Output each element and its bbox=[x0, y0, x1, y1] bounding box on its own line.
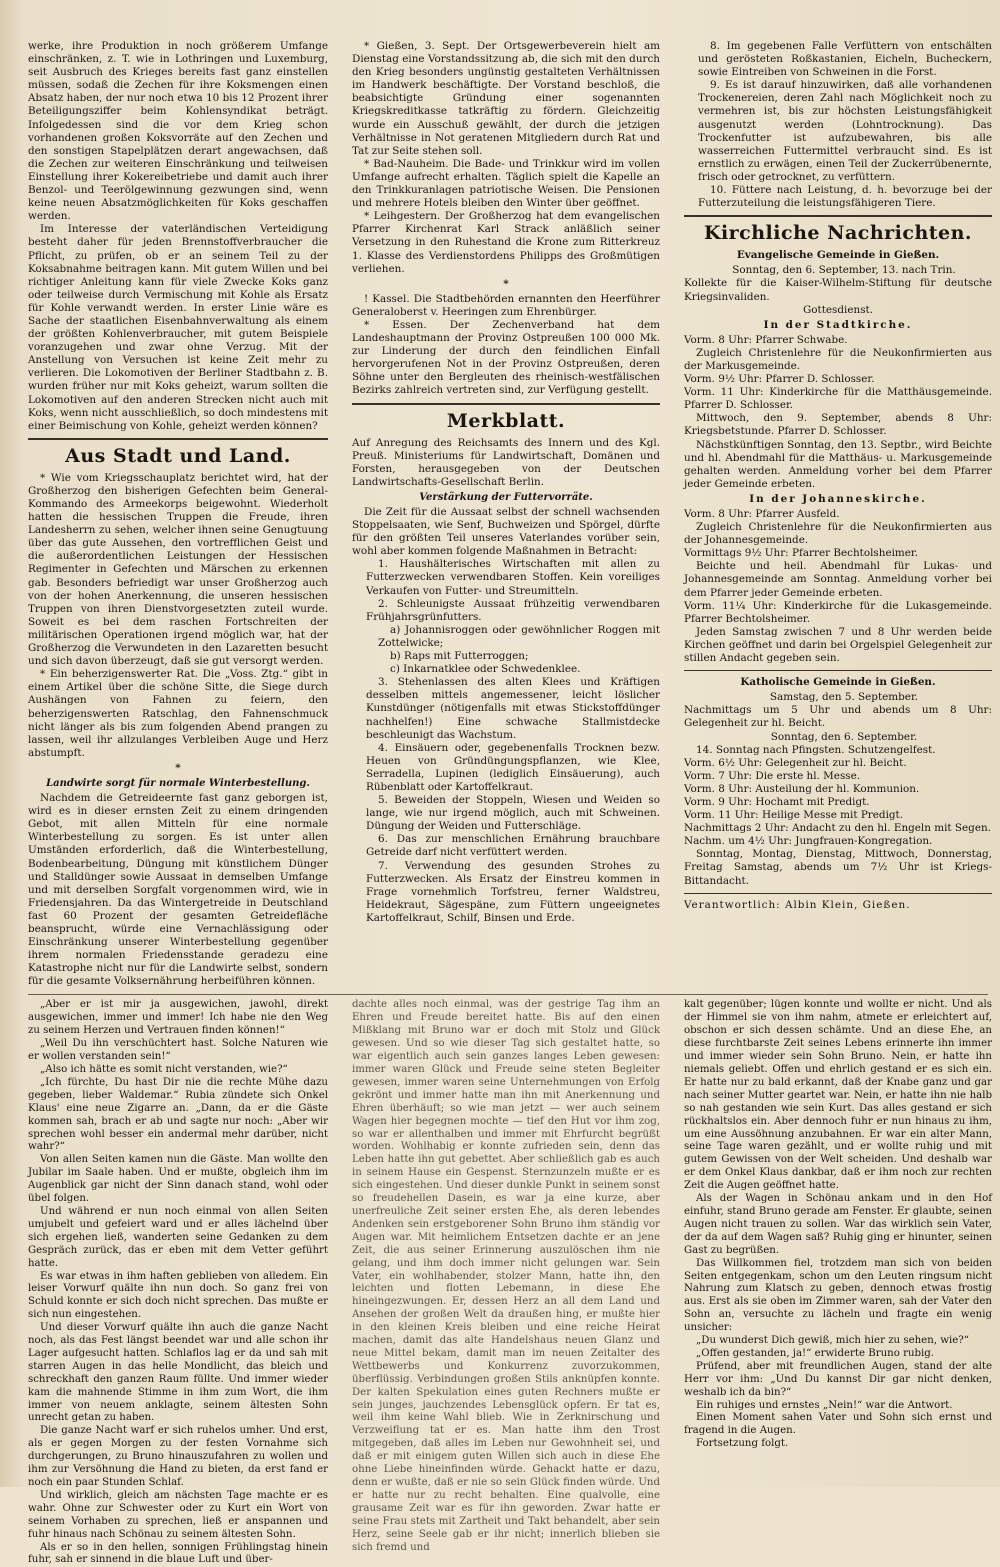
list-item: 6. Das zur menschlichen Ernährung brauchbare Getreide darf nicht verfüttert werden. bbox=[366, 833, 660, 859]
list-subitem: c) Inkarnatklee oder Schwedenklee. bbox=[390, 663, 581, 676]
winter-article-paragraph: Nachdem die Getreideernte fast ganz geborgen ist, wird es in dieser ernsten Zeit zu einem dringenden Gebot, mit allen Mitteln für eine normale Winterbestellung zu sorgen. Es ist unter allen Umständen erforderlich, daß die Winterbestellung, Bodenbearbeitung, Düngung mit künstlichem Dünger und Stalldünger sowie Aussaat in demselben Umfange und mit derselben Sorgfalt vorgenommen wird, wie in Friedensjahren. Da das Wintergetreide in Deutschland fast 60 Prozent der gesamten Getreidefläche beansprucht, würde eine Vernachlässigung oder Einschränkung unserer Winterbestellung gegenüber ihrem normalen Friedensstande geradezu eine Katastrophe nicht nur für die Landwirte selbst, sondern für die gesamte Volksernährung herbeiführen können. bbox=[28, 792, 328, 988]
service-line: Nachm. um 4½ Uhr: Jungfrauen-Kongregation. bbox=[684, 835, 933, 848]
story-paragraph: Und während er nun noch einmal von allen Seiten umjubelt und gefeiert ward und er alles lächelnd über sich ergehen ließ, wanderten seine Gedanken zu dem Gespräch zurück, das er eben mit dem Vetter geführt hatte. bbox=[28, 1205, 328, 1269]
section-heading-kirchliche: Kirchliche Nachrichten. bbox=[703, 222, 973, 245]
service-line: Nachmittags um 5 Uhr und abends um 8 Uhr: Gelegenheit zur hl. Beicht. bbox=[684, 704, 992, 730]
story-continued: Fortsetzung folgt. bbox=[696, 1438, 789, 1450]
story-paragraph: „Aber er ist mir ja ausgewichen, jawohl, direkt ausgewichen, immer und immer! Ich habe nie den Weg zu seinem Herzen und Vertrauen finden können!“ bbox=[28, 999, 328, 1037]
list-item: 7. Verwendung des gesunden Strohes zu Futterzwecken. Als Ersatz der Einstreu kommen in Frage vornehmlich Torfstreu, ferner Waldstreu, Heidekraut, Sägespäne, zum Füttern ungeeignetes Kartoffelkraut, Schilf, Binsen und Erde. bbox=[366, 859, 660, 924]
story-paragraph: dachte alles noch einmal, was der gestrige Tag ihm an Ehren und Freude bereitet hatte. Bis auf den einen Mißklang mit Bruno war er doch mit Stolz und Glück gewesen. Und so wie dieser Tag sich gestaltet hatte, so war eigentlich auch sein ganzes langes Leben gewesen: immer waren Glück und Freude seine steten Begleiter gewesen, immer waren seine Unternehmungen von Erfolg gekrönt und immer hatte man ihn mit Anerkennung und Ehren überhäuft; so wie man jetzt — wer auch seinem Wagen hier begegnen mochte — tief den Hut vor ihm zog, so war er allenthalben und immer mit Ehrfurcht begrüßt worden. Wohlhabig er konnte zufrieden sein, denn das Leben hatte ihn gut gebettet. Aber schließlich gab es auch in seinem Hause ein Gespenst. Sternzunzeln mußte er es sich eingestehen. Und dieser dunkle Punkt in seinem sonst so freudehellen Dasein, es war ja eine kurze, aber unerfreuliche Zeit seiner ersten Ehe, als deren lebendes Andenken sein erstgeborener Sohn Bruno ihm ständig vor Augen war. Mit heimlichem Entsetzen dachte er an jene Zeit, die aus seiner Erinnerung auszulöschen ihm nie gelang, und ihm doch immer nicht gelungen war. Sein Vater, ein wohlhabender, stolzer Mann, hatte ihn, den leichten und flotten Lebemann, in diese Ehe hineingezwungen. Er, dessen Herz an all dem Land und Ansehen der großen Welt da draußen hing, er mußte hier in den kleinen Kreis bleiben und eine reiche Heirat machen, damit das alte Handelshaus neuen Glanz und neue Mittel bekam, damit man im neuen Zeitalter des Wettbewerbs und Konkurrenz zuvorzukommen, überflüssig. Verbindungen großen Stils anknüpfen konnte. Der kalten Spekulation eines guten Rechners mußte er sein junges, jauchzendes Lebensglück opfern. Er tat es, weil ihm keine Wahl blieb. Wie in Zerknirschung und Verzweiflung tat er es. Man hatte ihm den Trost mitgegeben, daß alles im Leben nur Gewohnheit sei, und daß er mit einigem guten Willen sich auch in diese Ehe ohne Liebe hineinfinden würde. Gehackt hatte er dazu, denn er wußte, daß er nie so sein Glück finden würde. Und er hatte nur zu recht behalten. Eine qualvolle, eine grausame Zeit war es für ihn geworden. Zwar hatte er seine Frau stets mit Zartheit und Takt behandelt, aber sein Herz, seine Seele gab er ihr nicht; innerlich blieben sie sich fremd und bbox=[352, 999, 660, 1553]
service-line: Vorm. 11 Uhr: Heilige Messe mit Predigt. bbox=[684, 809, 904, 822]
service-line: Mittwoch, den 9. September, abends 8 Uhr: Kriegsbetstunde. Pfarrer D. Schlosser. bbox=[684, 412, 992, 438]
story-paragraph: „Also ich hätte es somit nicht verstanden, wie?“ bbox=[40, 1064, 288, 1075]
story-paragraph: Prüfend, aber mit freundlichen Augen, stand der alte Herr vor ihm: „Und Du kannst Dir gar nicht denken, weshalb ich da bin?“ bbox=[684, 1360, 992, 1398]
service-line: Vorm. 6½ Uhr: Gelegenheit zur hl. Beicht. bbox=[684, 756, 907, 769]
list-item: 10. Füttere nach Leistung, d. h. bevorzuge bei der Futterzuteilung die leistungsfähigeren Tiere. bbox=[698, 184, 992, 210]
section-heading-merkblatt: Merkblatt. bbox=[446, 409, 566, 432]
news-item: * Gießen, 3. Sept. Der Ortsgewerbeverein hielt am Dienstag eine Vorstandssitzung ab, die sich mit den durch den Krieg besonders ungünstig gestalteten Verhältnissen im Handwerk beschäftigte. Der Vorstand beschloß, die beabsichtigte Gründung einer sogenannten Kriegskreditkasse tatkräftig zu fördern. Gleichzeitig wurde ein Ausschuß gewählt, der durch die jetzigen Verhältnisse in Not geratenen Mitgliedern durch Rat und Tat zur Seite stehen soll. bbox=[352, 40, 660, 157]
coke-article-paragraph: werke, ihre Produktion in noch größerem Umfange einschränken, z. T. wie in Lothringen und Luxemburg, seit Ausbruch des Krieges bereits fast ganz einstellen müssen, sodaß die Zechen für ihre Koksmengen einen Absatz haben, der nur noch etwa 10 bis 12 Prozent ihrer Beteiligungsziffer beim Kohlensyndikat beträgt. Infolgedessen sind die vor dem Krieg schon vorhandenen großen Koksvorräte auf den Zechen und den sonstigen Stapelplätzen derart angewachsen, daß die Zechen zur weiteren Einschränkung und teilweisen Einstellung ihrer Kokereibetriebe und damit auch ihrer Benzol- und Teerölgewinnung gezwungen sind, wenn keine neuen Absatzmöglichkeiten für Koks geschaffen werden. bbox=[28, 40, 328, 223]
service-line: Vorm. 9 Uhr: Hochamt mit Predigt. bbox=[684, 795, 870, 808]
column-middle bbox=[352, 40, 660, 988]
list-item: 5. Beweiden der Stoppeln, Wiesen und Weiden so lange, wie nur irgend möglich, auch mit Schweinen. Düngung der Weiden und Futterschläge. bbox=[366, 794, 660, 833]
service-line: Sonntag, Montag, Dienstag, Mittwoch, Donnerstag, Freitag Samstag, abends um 7½ Uhr ist Kriegs-Bittandacht. bbox=[684, 848, 992, 887]
list-subitem: b) Raps mit Futterroggen; bbox=[390, 650, 529, 663]
story-paragraph: Als er so in den hellen, sonnigen Frühlingstag hinein fuhr, sah er sinnend in die blaue Luft und über- bbox=[28, 1541, 328, 1566]
service-line: Samstag, den 5. September. bbox=[769, 691, 919, 704]
story-paragraph: Es war etwas in ihm haften geblieben von alledem. Ein leiser Vorwurf quälte ihn nun doch. So ganz frei von Schuld konnte er sich doch nicht sprechen. Das mußte er sich nun eingestehen. bbox=[28, 1270, 328, 1321]
responsible-editor: Verantwortlich: Albin Klein, Gießen. bbox=[684, 898, 911, 911]
story-paragraph: „Weil Du ihn verschüchtert hast. Solche Naturen wie er wollen verstanden sein!“ bbox=[28, 1038, 328, 1063]
list-item: 4. Einsäuern oder, gegebenenfalls Trocknen bezw. Heuen von Gründüngungspflanzen, wie Klee, Serradella, Lupinen (lediglich Einsäuerung), auch Rübenblatt oder Kartoffelkraut. bbox=[366, 741, 660, 793]
top-section bbox=[28, 40, 992, 988]
congregation-heading: Katholische Gemeinde in Gießen. bbox=[740, 676, 936, 689]
serial-story-section bbox=[28, 994, 992, 1567]
service-line: Jeden Samstag zwischen 7 und 8 Uhr werden beide Kirchen geöffnet und darin bei Orgelspiel Gelegenheit zur stillen Andacht gegeben sein. bbox=[684, 625, 992, 665]
story-paragraph: „Du wunderst Dich gewiß, mich hier zu sehen, wie?“ bbox=[696, 1335, 969, 1347]
divider bbox=[684, 215, 992, 217]
divider bbox=[352, 403, 660, 405]
divider bbox=[28, 438, 328, 440]
separator-star: * bbox=[503, 277, 509, 290]
list-item: 9. Es ist darauf hinzuwirken, daß alle vorhandenen Trockenereien, deren Zahl nach Möglichkeit noch zu vermehren ist, bis zur höchsten Leistungsfähigkeit ausgenutzt werden (Lohntrocknung). Das Trockenfutter ist aufzubewahren, bis alle wasserreichen Futtermittel verbraucht sind. Es ist ernstlich zu erwägen, einen Teil der Zuckerrübenernte, frisch oder getrocknet, zu verfüttern. bbox=[698, 79, 992, 183]
news-item: * Ein beherzigenswerter Rat. Die „Voss. Ztg.“ gibt in einem Artikel über die schöne Sitte, die Siege durch Aushängen von Fahnen zu feiern, den beherzigenswerten Ratschlag, den Fahnenschmuck nicht länger als bis zum folgenden Abend prangen zu lassen, weil ihr allzulanges Verbleiben Auge und Herz abstumpft. bbox=[28, 668, 328, 759]
story-paragraph: Als der Wagen in Schönau ankam und in den Hof einfuhr, stand Bruno gerade am Fenster. Er glaubte, seinen Augen nicht trauen zu sollen. War das wirklich sein Vater, der da auf dem Wagen saß? Ruhig ging er hinunter, seinen Gast zu begrüßen. bbox=[684, 1193, 992, 1256]
service-line: Sonntag, den 6. September, 13. nach Trin. bbox=[732, 264, 956, 277]
story-paragraph: Einen Moment sahen Vater und Sohn sich ernst und fragend in die Augen. bbox=[684, 1412, 992, 1437]
story-paragraph: Das Willkommen fiel, trotzdem man sich von beiden Seiten entgegenkam, schon um den Leuten ringsum nicht Nahrung zum Klatsch zu geben, dennoch etwas frostig aus. Erst als sie oben im Zimmer waren, sah der Vater den Sohn an, versuchte zu lächeln und fragte ein wenig unsicher: bbox=[684, 1257, 992, 1334]
story-paragraph: kalt gegenüber; lügen konnte und wollte er nicht. Und als der Himmel sie von ihm nahm, atmete er erleichtert auf, obschon er sich dessen schämte. Und an diese Ehe, an diese furchtbarste Zeit seines Lebens erinnerte ihn immer und immer wieder sein Sohn Bruno. Nein, er hatte ihn niemals geliebt. Offen und ehrlich gestand er es sich ein. Er hatte nur zu bald erkannt, daß der Knabe ganz und gar nach seiner Mutter geartet war. Nein, er hatte ihn nie halb so nah gestanden wie sein Kurt. Das alles gestand er sich rückhaltslos ein. Aber dennoch fuhr er nun hinaus zu ihm, um eine Aussöhnung anzubahnen. Er war ein alter Mann, seine Tage waren gezählt, und er wollte ruhig und mit gutem Gewissen von der Welt scheiden. Und deshalb war er dem Onkel Klaus dankbar, daß er ihm noch zur rechten Zeit die Augen geöffnet hatte. bbox=[684, 999, 992, 1192]
story-paragraph: Und dieser Vorwurf quälte ihn auch die ganze Nacht noch, als das Fest längst beendet war und alle schon ihr Lager aufgesucht hatten. Schlaflos lag er da und sah mit starren Augen in das helle Mondlicht, das bleich und schreckhaft den ganzen Raum füllte. Und immer wieder kam die mahnende Stimme in ihm zum Wort, die ihm immer von neuem anklagte, seinem ältesten Sohn unrecht getan zu haben. bbox=[28, 1322, 328, 1424]
service-line: Sonntag, den 6. September. bbox=[770, 730, 918, 743]
list-item: 8. Im gegebenen Falle Verfüttern von entschälten und gerösteten Roßkastanien, Eicheln, Bucheckern, sowie Eintreiben von Schweinen in die Forst. bbox=[698, 40, 992, 79]
story-column-middle bbox=[352, 999, 660, 1567]
divider bbox=[684, 670, 992, 671]
story-paragraph: Von allen Seiten kamen nun die Gäste. Man wollte den Jubilar im Saale haben. Und er mußte, obgleich ihm im Augenblick gar nicht der Sinn danach stand, wohl oder übel folgen. bbox=[28, 1154, 328, 1205]
news-item: * Wie vom Kriegsschauplatz berichtet wird, hat der Großherzog den bisherigen Gefechten beim General-Kommando des Armeekorps beigewohnt. Wiederholt hatten die hessischen Truppen die Freude, ihren Landesherrn zu sehen, welcher ihnen seine Genugtuung über das gute Aussehen, den vortrefflichen Geist und die außerordentlichen Leistungen der Hessischen Regimenter in Gefechten und Märschen zu erkennen gab. Besonders befriedigt war unser Großherzog auch von der hohen Anerkennung, die unseren hessischen Truppen von ihren Dienstvorgesetzten zuteil wurde. Soweit es bei dem raschen Fortschreiten der militärischen Operationen irgend möglich war, hat der Großherzog die Verwundeten in den Lazaretten besucht und sich davon überzeugt, daß sie gut versorgt werden. bbox=[28, 471, 328, 668]
list-item: 3. Stehenlassen des alten Klees und Kräftigen desselben mittels angemessener, leicht löslicher Kunstdünger (nötigenfalls mit etwas Stickstoffdünger nachhelfen!) Eine schwache Stallmistdecke beschleunigt das Wachstum. bbox=[366, 676, 660, 741]
coke-article-paragraph: Im Interesse der vaterländischen Verteidigung besteht daher für jeden Brennstoffverbraucher die Pflicht, zu prüfen, ob er an seinem Teil zu der Koksabnahme beitragen kann. Mit gutem Willen und bei richtiger Anleitung kann für viele Zwecke Koks ganz oder teilweise durch Vermischung mit Kohle als Ersatz für Kohle verwandt werden. In erster Linie wäre es Sache der staatlichen Eisenbahnverwaltung als einem der größten Kohlenverbraucher, mit gutem Beispiele voranzugehen und zwar ohne Verzug. Mit der Anstellung von Versuchen ist keine Zeit mehr zu verlieren. Die Lokomotiven der Berliner Stadtbahn z. B. wurden früher nur mit Koks geheizt, warum sollten die Lokomotiven auf den anderen Strecken nicht auch mit Koks, wenn nicht ausschließlich, so doch mindestens mit einer Beimischung von Kohle, geheizt werden können? bbox=[28, 223, 328, 432]
news-item: ! Kassel. Die Stadtbehörden ernannten den Heerführer Generaloberst v. Heeringen zum Ehrenbürger. bbox=[352, 292, 660, 318]
column-right bbox=[684, 40, 992, 988]
news-item: * Leihgestern. Der Großherzog hat dem evangelischen Pfarrer Kirchenrat Karl Strack anläßlich seiner Versetzung in den Ruhestand die Krone zum Ritterkreuz 1. Klasse des Verdienstordens Philipps des Großmütigen verliehen. bbox=[352, 210, 660, 275]
service-line: Vorm. 7 Uhr: Die erste hl. Messe. bbox=[684, 769, 861, 782]
merkblatt-subheading: Verstärkung der Futtervorräte. bbox=[419, 491, 593, 503]
merkblatt-paragraph: Die Zeit für die Aussaat selbst der schnell wachsenden Stoppelsaaten, wie Senf, Buchweizen und Spörgel, dürfte für den größten Teil unseres Vaterlandes vorüber sein, wohl aber kommen folgende Maßnahmen in Betracht: bbox=[352, 506, 660, 558]
service-line: Nächstkünftigen Sonntag, den 13. Septbr., wird Beichte und hl. Abendmahl für die Matthäus- u. Markusgemeinde gehalten werden. Anmeldung vorher bei dem Pfarrer jeder Gemeinde erbeten. bbox=[684, 438, 992, 490]
separator-star: * bbox=[175, 761, 181, 774]
service-line: Kollekte für die Kaiser-Wilhelm-Stiftung für deutsche Kriegsinvaliden. bbox=[684, 277, 992, 303]
list-item: 2. Schleunigste Aussaat frühzeitig verwendbaren Frühjahrsgrünfutters. bbox=[366, 597, 660, 623]
service-line: Nachmittags 2 Uhr: Andacht zu den hl. Engeln mit Segen. bbox=[684, 822, 991, 835]
story-paragraph: Und wirklich, gleich am nächsten Tage machte er es wahr. Ohne zur Schwester oder zu Kurt ein Wort von seinem Vorhaben zu sprechen, ließ er anspannen und fuhr hinaus nach Schönau zu seinem ältesten Sohn. bbox=[28, 1489, 328, 1540]
service-line: Zugleich Christenlehre für die Neukonfirmierten aus der Markusgemeinde. bbox=[684, 346, 992, 372]
service-line: Vorm. 9½ Uhr: Pfarrer D. Schlosser. bbox=[684, 373, 875, 386]
service-line: Beichte und heil. Abendmahl für Lukas- und Johannesgemeinde am Sonntag. Anmeldung vorher bei dem Pfarrer jeder Gemeinde erbeten. bbox=[684, 560, 992, 599]
service-line: Gottesdienst. bbox=[802, 303, 873, 316]
story-column-left bbox=[28, 999, 328, 1567]
church-heading: In der Stadtkirche. bbox=[763, 318, 913, 331]
story-paragraph: Die ganze Nacht warf er sich ruhelos umher. Und erst, als er gegen Morgen zu der festen Vornahme sich durchgerungen, zu Bruno hinauszufahren zu wollen und ihm zur Versöhnung die Hand zu bieten, da erst fand er noch ein paar Stunden Schlaf. bbox=[28, 1425, 328, 1488]
church-heading: In der Johanneskirche. bbox=[749, 492, 927, 505]
news-item: * Bad-Nauheim. Die Bade- und Trinkkur wird im vollen Umfange aufrecht erhalten. Täglich spielt die Kapelle an den Trinkkuranlagen patriotische Weisen. Die Pensionen und mehrere Hotels bleiben den Winter über geöffnet. bbox=[352, 157, 660, 210]
merkblatt-intro: Auf Anregung des Reichsamts des Innern und des Kgl. Preuß. Ministeriums für Landwirtschaft, Domänen und Forsten, herausgegeben von der Deutschen Landwirtschafts-Gesellschaft Berlin. bbox=[352, 436, 660, 488]
story-column-right bbox=[684, 999, 992, 1567]
service-line: 14. Sonntag nach Pfingsten. Schutzengelfest. bbox=[696, 743, 936, 756]
service-line: Vorm. 8 Uhr: Austeilung der hl. Kommunion. bbox=[684, 782, 920, 795]
story-paragraph: „Ich fürchte, Du hast Dir nie die rechte Mühe dazu gegeben, lieber Waldemar.“ Rubia zündete sich Onkel Klaus' eine neue Zigarre an. „Dann, da er die Gäste kommen sah, brach er ab und sagte nur noch: „Aber wir sprechen wohl besser ein andermal mehr darüber, nicht wahr?“ bbox=[28, 1076, 328, 1153]
article-subheading: Landwirte sorgt für normale Winterbestellung. bbox=[46, 777, 310, 789]
service-line: Zugleich Christenlehre für die Neukonfirmierten aus der Johannesgemeinde. bbox=[684, 521, 992, 547]
service-line: Vormittags 9½ Uhr: Pfarrer Bechtolsheimer. bbox=[684, 547, 919, 560]
service-line: Vorm. 8 Uhr: Pfarrer Schwabe. bbox=[684, 333, 848, 346]
congregation-heading: Evangelische Gemeinde in Gießen. bbox=[736, 249, 940, 262]
divider bbox=[684, 893, 992, 894]
column-left bbox=[28, 40, 328, 988]
list-item: 1. Haushälterisches Wirtschaften mit allen zu Futterzwecken verwendbaren Stoffen. Kein voreiliges Verkaufen von Futter- und Streumitteln. bbox=[366, 558, 660, 597]
service-line: Vorm. 8 Uhr: Pfarrer Ausfeld. bbox=[684, 508, 840, 520]
list-subitem: a) Johannisroggen oder gewöhnlicher Roggen mit Zottelwicke; bbox=[378, 623, 660, 649]
service-line: Vorm. 11 Uhr: Kinderkirche für die Matthäusgemeinde. Pfarrer D. Schlosser. bbox=[684, 386, 992, 412]
story-paragraph: Ein ruhiges und ernstes „Nein!“ war die Antwort. bbox=[696, 1399, 953, 1411]
service-line: Vorm. 11¼ Uhr: Kinderkirche für die Lukasgemeinde. Pfarrer Bechtolsheimer. bbox=[684, 599, 992, 625]
news-item: * Essen. Der Zechenverband hat dem Landeshauptmann der Provinz Ostpreußen 100 000 Mk. zur Linderung der durch den feindlichen Einfall hervorgerufenen Not in der Provinz Ostpreußen, deren Söhne unter den Bergleuten des rheinisch-westfälischen Bezirks zahlreich vertreten sind, zur Verfügung gestellt. bbox=[352, 318, 660, 397]
story-paragraph: „Offen gestanden, ja!“ erwiderte Bruno rubig. bbox=[696, 1347, 935, 1359]
section-heading-stadt-land: Aus Stadt und Land. bbox=[65, 444, 291, 467]
